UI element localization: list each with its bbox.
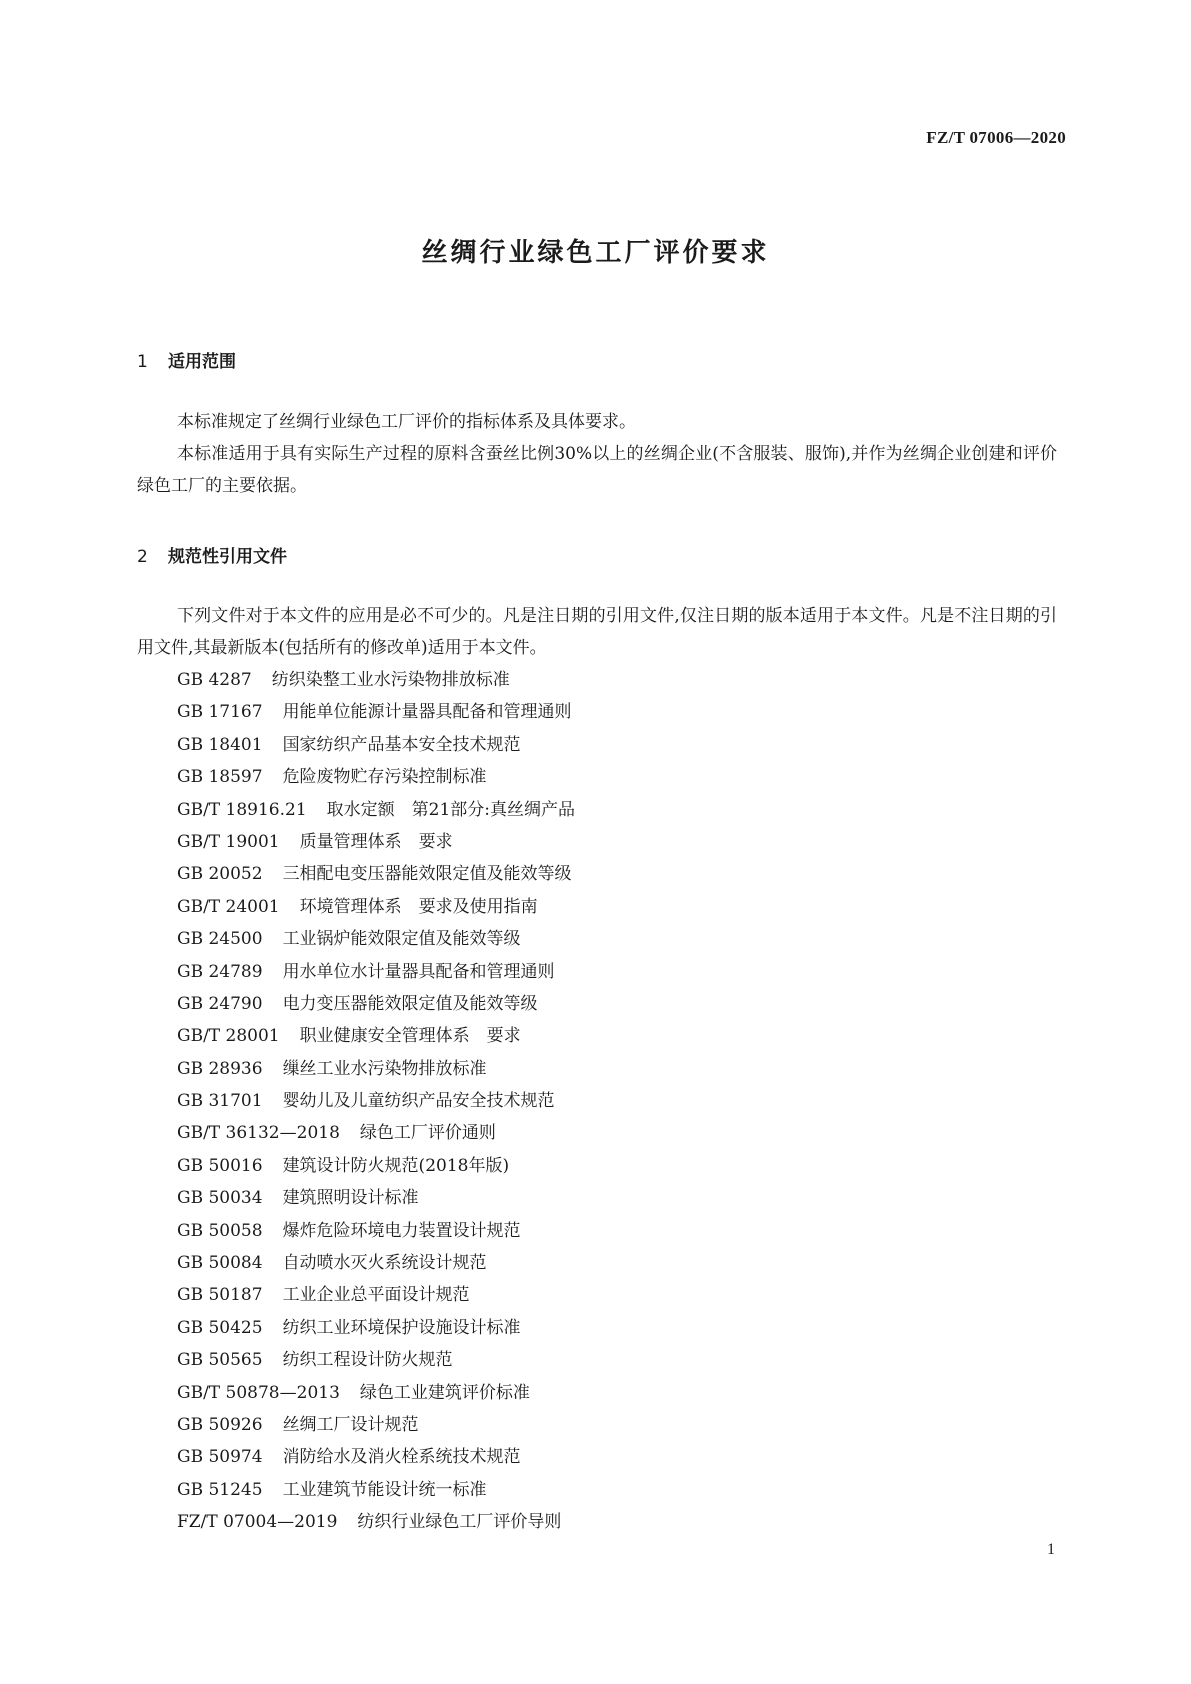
reference-code: GB 31701 <box>177 1091 263 1112</box>
normative-references-list <box>177 664 575 1539</box>
page-number: 1 <box>1047 1541 1055 1558</box>
reference-item <box>177 923 575 955</box>
reference-code: GB 17167 <box>177 702 263 723</box>
reference-code: GB 50974 <box>177 1447 263 1468</box>
reference-item <box>177 956 575 988</box>
reference-item <box>177 794 575 826</box>
reference-item <box>177 1344 575 1376</box>
reference-code: GB 24789 <box>177 961 263 982</box>
section-2-number: 2 <box>137 547 148 567</box>
reference-title: 纺织行业绿色工厂评价导则 <box>357 1512 562 1533</box>
reference-code: GB 50034 <box>177 1188 263 1209</box>
reference-title: 丝绸工厂设计规范 <box>282 1414 419 1435</box>
reference-title: 建筑设计防火规范(2018年版) <box>282 1155 510 1176</box>
reference-item <box>177 729 575 761</box>
reference-item <box>177 664 575 696</box>
reference-item <box>177 1506 575 1538</box>
reference-item <box>177 1053 575 1085</box>
reference-item <box>177 1020 575 1052</box>
reference-title: 工业建筑节能设计统一标准 <box>282 1479 487 1500</box>
reference-title: 纺织工业环境保护设施设计标准 <box>282 1317 521 1338</box>
section-1-heading <box>137 347 236 372</box>
reference-title: 工业企业总平面设计规范 <box>282 1285 470 1306</box>
reference-code: GB/T 36132—2018 <box>177 1123 340 1144</box>
reference-item <box>177 826 575 858</box>
reference-title: 绿色工厂评价通则 <box>359 1123 496 1144</box>
section-2-title: 规范性引用文件 <box>168 547 287 567</box>
reference-title: 质量管理体系 要求 <box>299 831 453 852</box>
scope-paragraph-2: 本标准适用于具有实际生产过程的原料含蚕丝比例30%以上的丝绸企业(不含服装、服饰),并作为丝绸企业创建和评价绿色工厂的主要依据。 <box>137 444 1057 496</box>
reference-code: GB 18597 <box>177 767 263 788</box>
reference-code: GB 24790 <box>177 993 263 1014</box>
reference-title: 电力变压器能效限定值及能效等级 <box>282 993 538 1014</box>
reference-item <box>177 1279 575 1311</box>
reference-item <box>177 1117 575 1149</box>
reference-code: GB 18401 <box>177 734 263 755</box>
scope-paragraph-1: 本标准规定了丝绸行业绿色工厂评价的指标体系及具体要求。 <box>177 412 636 432</box>
reference-code: GB 4287 <box>177 670 252 690</box>
reference-title: 职业健康安全管理体系 要求 <box>299 1026 521 1047</box>
reference-item <box>177 891 575 923</box>
reference-title: 国家纺织产品基本安全技术规范 <box>282 734 521 755</box>
reference-item <box>177 761 575 793</box>
reference-item <box>177 1085 575 1117</box>
reference-item <box>177 1215 575 1247</box>
reference-item <box>177 1247 575 1279</box>
reference-item <box>177 1409 575 1441</box>
reference-code: GB 50187 <box>177 1285 263 1306</box>
standard-code: FZ/T 07006—2020 <box>926 128 1066 147</box>
reference-title: 婴幼儿及儿童纺织产品安全技术规范 <box>282 1091 555 1112</box>
reference-code: FZ/T 07004—2019 <box>177 1512 338 1533</box>
reference-title: 缫丝工业水污染物排放标准 <box>282 1058 487 1079</box>
reference-item <box>177 1441 575 1473</box>
reference-code: GB/T 28001 <box>177 1026 280 1047</box>
reference-title: 取水定额 第21部分:真丝绸产品 <box>326 799 576 820</box>
reference-item <box>177 1312 575 1344</box>
reference-title: 爆炸危险环境电力装置设计规范 <box>282 1220 521 1241</box>
section-1-number: 1 <box>137 352 148 372</box>
reference-title: 用水单位水计量器具配备和管理通则 <box>282 961 555 982</box>
reference-title: 危险废物贮存污染控制标准 <box>282 767 487 788</box>
reference-code: GB 51245 <box>177 1479 263 1500</box>
section-2-heading <box>137 542 287 567</box>
reference-code: GB 24500 <box>177 929 263 950</box>
reference-title: 用能单位能源计量器具配备和管理通则 <box>282 702 572 723</box>
reference-title: 环境管理体系 要求及使用指南 <box>299 896 538 917</box>
reference-code: GB/T 50878—2013 <box>177 1382 340 1403</box>
reference-item <box>177 1150 575 1182</box>
reference-code: GB/T 24001 <box>177 896 280 917</box>
reference-item <box>177 1474 575 1506</box>
section-1-title: 适用范围 <box>168 352 236 372</box>
reference-title: 绿色工业建筑评价标准 <box>359 1382 530 1403</box>
references-intro-paragraph: 下列文件对于本文件的应用是必不可少的。凡是注日期的引用文件,仅注日期的版本适用于本文件。凡是不注日期的引用文件,其最新版本(包括所有的修改单)适用于本文件。 <box>137 606 1057 658</box>
reference-item <box>177 858 575 890</box>
reference-title: 工业锅炉能效限定值及能效等级 <box>282 929 521 950</box>
reference-item <box>177 1377 575 1409</box>
reference-code: GB 50425 <box>177 1317 263 1338</box>
reference-code: GB 50926 <box>177 1414 263 1435</box>
reference-code: GB 50565 <box>177 1350 263 1371</box>
reference-code: GB 50058 <box>177 1220 263 1241</box>
reference-code: GB 50016 <box>177 1155 263 1176</box>
reference-item <box>177 1182 575 1214</box>
reference-code: GB/T 18916.21 <box>177 799 307 820</box>
reference-code: GB 28936 <box>177 1058 263 1079</box>
reference-title: 三相配电变压器能效限定值及能效等级 <box>282 864 572 885</box>
reference-title: 建筑照明设计标准 <box>282 1188 419 1209</box>
reference-title: 纺织工程设计防火规范 <box>282 1350 453 1371</box>
reference-code: GB 20052 <box>177 864 263 885</box>
document-title: 丝绸行业绿色工厂评价要求 <box>421 238 770 268</box>
reference-code: GB/T 19001 <box>177 831 280 852</box>
reference-item <box>177 696 575 728</box>
reference-item <box>177 988 575 1020</box>
reference-code: GB 50084 <box>177 1253 263 1274</box>
reference-title: 消防给水及消火栓系统技术规范 <box>282 1447 521 1468</box>
reference-title: 纺织染整工业水污染物排放标准 <box>271 670 510 690</box>
reference-title: 自动喷水灭火系统设计规范 <box>282 1253 487 1274</box>
